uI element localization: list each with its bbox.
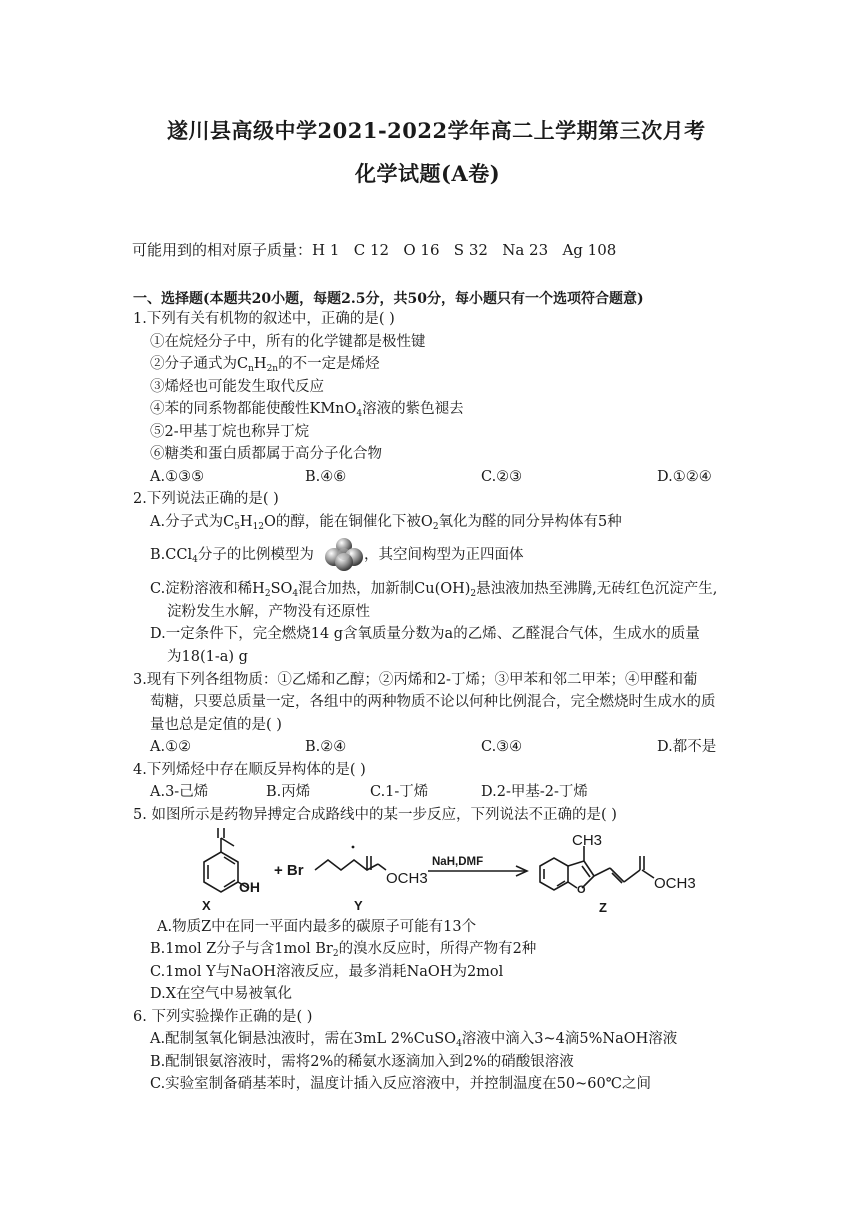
q3-option-a: A.①② [150, 739, 192, 755]
q4-option-c: C.1-丁烯 [370, 784, 429, 800]
q1-statement-5: ⑤2-甲基丁烷也称异丁烷 [150, 424, 310, 440]
ch3-label: CH3 [572, 832, 603, 849]
label-y: Y [354, 898, 363, 913]
exam-title: 遂川县高级中学2021-2022学年高二上学期第三次月考 [167, 118, 706, 143]
reaction-scheme [180, 826, 730, 916]
q1-option-d: D.①②④ [657, 469, 712, 485]
br-label: + Br [274, 862, 304, 879]
atomic-masses: 可能用到的相对原子质量：H 1 C 12 O 16 S 32 Na 23 Ag 108 [132, 241, 617, 259]
q2-stem: 2.下列说法正确的是( ) [133, 491, 279, 507]
q2-option-a: A.分子式为$C_5H_{12}O$的醇，能在铜催化下被$O_2$氧化为醛的同分异构体有5种 [150, 514, 622, 532]
q3-option-b: B.②④ [305, 739, 347, 755]
q5-option-a: A.物质Z中在同一平面内最多的碳原子可能有13个 [157, 919, 477, 935]
q2-option-c: C.淀粉溶液和稀$H_2SO_4$混合加热，加新制$Cu(OH)_2$悬浊液加热至沸腾,无砖红色沉淀产生, [150, 581, 718, 599]
q2-option-b: B.CCl$_4$分子的比例模型为 [150, 547, 314, 565]
q1-statement-3: ③烯烃也可能发生取代反应 [150, 379, 324, 395]
reagent-label: NaH,DMF [432, 856, 484, 868]
ccl4-space-filling-model-icon [324, 537, 364, 571]
q3-stem-line2: 萄糖，只要总质量一定，各组中的两种物质不论以何种比例混合，完全燃烧时生成水的质 [150, 694, 716, 710]
q2-option-d: D.一定条件下，完全燃烧14 g含氧质量分数为a的乙烯、乙醛混合气体，生成水的质量 [150, 626, 700, 642]
q3-option-d: D.都不是 [657, 739, 717, 755]
q5-option-c: C.1mol Y与NaOH溶液反应，最多消耗NaOH为2mol [150, 964, 504, 980]
q2-option-c-line2: 淀粉发生水解，产物没有还原性 [167, 604, 370, 620]
q6-option-a: A.配制氢氧化铜悬浊液时，需在3mL 2%CuSO$_4$溶液中滴入3~4滴5%NaOH溶液 [150, 1031, 678, 1049]
q1-option-c: C.②③ [481, 469, 523, 485]
q4-option-b: B.丙烯 [266, 784, 311, 800]
q2-option-d-line2: 为18(1-a) g [167, 649, 248, 665]
q1-statement-6: ⑥糖类和蛋白质都属于高分子化合物 [150, 446, 382, 462]
q5-option-b: B.1mol Z分子与含1mol $Br_2$的溴水反应时，所得产物有2种 [150, 941, 537, 959]
q4-option-a: A.3-己烯 [150, 784, 209, 800]
furan-oxygen-label: O [577, 884, 586, 896]
exam-subtitle: 化学试题(A卷) [355, 161, 501, 186]
q1-stem: 1.下列有关有机物的叙述中，正确的是( ) [133, 311, 395, 327]
och3-y-label: OCH3 [386, 870, 428, 887]
q5-option-d: D.X在空气中易被氧化 [150, 986, 293, 1002]
q1-statement-2: ②分子通式为$C_nH_{2n}$的不一定是烯烃 [150, 356, 380, 374]
q4-option-d: D.2-甲基-2-丁烯 [481, 784, 588, 800]
q6-stem: 6. 下列实验操作正确的是( ) [133, 1009, 313, 1025]
q1-option-b: B.④⑥ [305, 469, 347, 485]
label-x: X [202, 898, 211, 913]
q3-stem-line1: 3.现有下列各组物质：①乙烯和乙醇；②丙烯和2-丁烯；③甲苯和邻二甲苯；④甲醛和葡 [133, 672, 698, 688]
q5-stem: 5. 如图所示是药物异搏定合成路线中的某一步反应，下列说法不正确的是( ) [133, 807, 617, 823]
q1-statement-4: ④苯的同系物都能使酸性KMnO$_4$溶液的紫色褪去 [150, 401, 464, 419]
och3-z-label: OCH3 [654, 875, 696, 892]
section-heading: 一、选择题(本题共20小题，每题2.5分，共50分，每小题只有一个选项符合题意) [133, 291, 644, 307]
q6-option-b: B.配制银氨溶液时，需将2%的稀氨水逐滴加入到2%的硝酸银溶液 [150, 1054, 574, 1070]
label-z: Z [599, 900, 607, 915]
q3-stem-line3: 量也总是定值的是( ) [150, 717, 282, 733]
oh-label: OH [239, 879, 260, 895]
q1-option-a: A.①③⑤ [150, 469, 205, 485]
q3-option-c: C.③④ [481, 739, 523, 755]
q4-stem: 4.下列烯烃中存在顺反异构体的是( ) [133, 762, 366, 778]
q1-statement-1: ①在烷烃分子中，所有的化学键都是极性键 [150, 334, 426, 350]
q6-option-c: C.实验室制备硝基苯时，温度计插入反应溶液中，并控制温度在50~60℃之间 [150, 1076, 651, 1092]
q2-option-b-tail: ，其空间构型为正四面体 [364, 547, 524, 563]
